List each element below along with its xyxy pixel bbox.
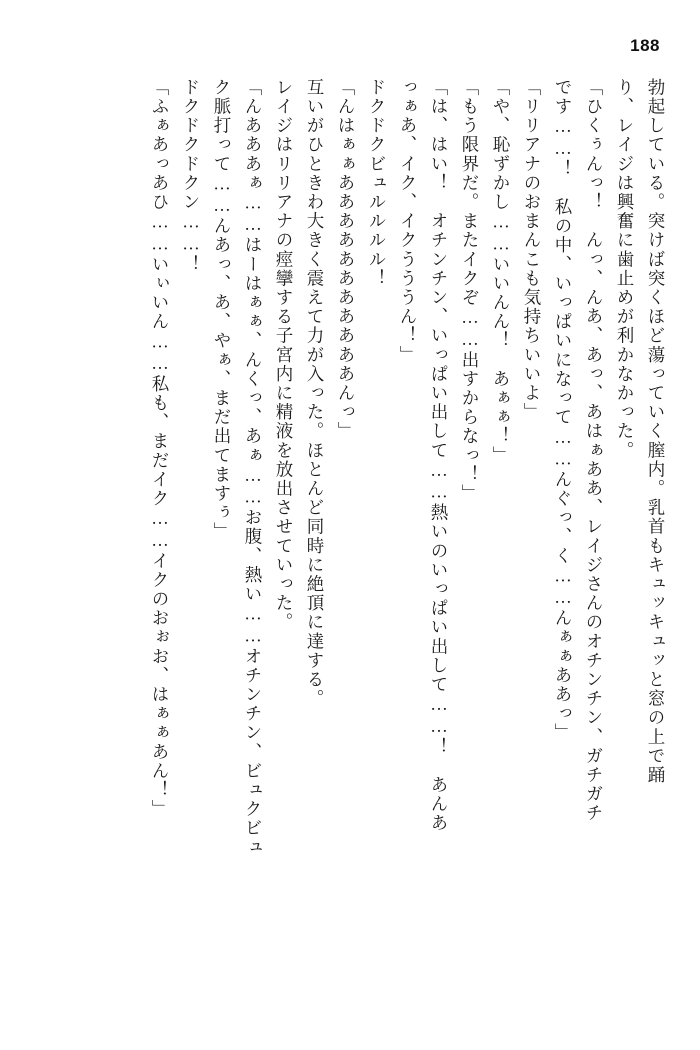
text-line: です……！ 私の中、いっぱいになって……んぐっ、く……んぁぁああっ」 <box>553 78 573 743</box>
text-line: っぁあ、イク、イクうううん！」 <box>398 78 418 365</box>
text-line: ドクドクビュルルルル！ <box>367 78 387 289</box>
page-number: 188 <box>630 36 660 55</box>
text-line: 「んあああぁ……はーはぁぁ、んくっ、あぁ……お腹、熱い……オチンチン、ビュクビュ <box>243 78 263 857</box>
text-line: 勃起している。突けば突くほど蕩っていく膣内。乳首もキュッキュッと窓の上で踊 <box>646 78 666 785</box>
text-line: ドクドクドクン……！ <box>181 78 201 274</box>
text-line: ク脈打って……んあっ、あ、やぁ、まだ出てますぅ」 <box>212 78 232 542</box>
text-line: 「ふぁあっあひ……いぃいん……私も、まだイク……イクのおぉお、はぁぁあん！」 <box>150 78 170 819</box>
text-line: レイジはリリアナの痙攣する子宮内に精液を放出させていった。 <box>274 78 294 632</box>
text-line: 「ひくぅんっ！ んっ、んあ、あっ、あはぁああ、レイジさんのオチンチン、ガチガチ <box>584 78 604 823</box>
text-line: り、レイジは興奮に歯止めが利かなかった。 <box>615 78 635 460</box>
text-line: 「や、恥ずかし……いいんん！ あぁぁ！」 <box>491 78 511 465</box>
text-line: 「もう限界だ。またイクぞ……出すからなっ！」 <box>460 78 480 504</box>
text-line: 「は、はい！ オチンチン、いっぱい出して……熱いのいっぱい出して……！ あんあ <box>429 78 449 833</box>
text-line: 「んはぁぁあああああああああああんっ」 <box>336 78 356 441</box>
text-line: 互いがひときわ大きく震えて力が入った。ほとんど同時に絶頂に達する。 <box>305 78 325 709</box>
vertical-text-body <box>36 78 664 1010</box>
text-line: 「リリアナのおまんこも気持ちいいよ」 <box>522 78 542 422</box>
